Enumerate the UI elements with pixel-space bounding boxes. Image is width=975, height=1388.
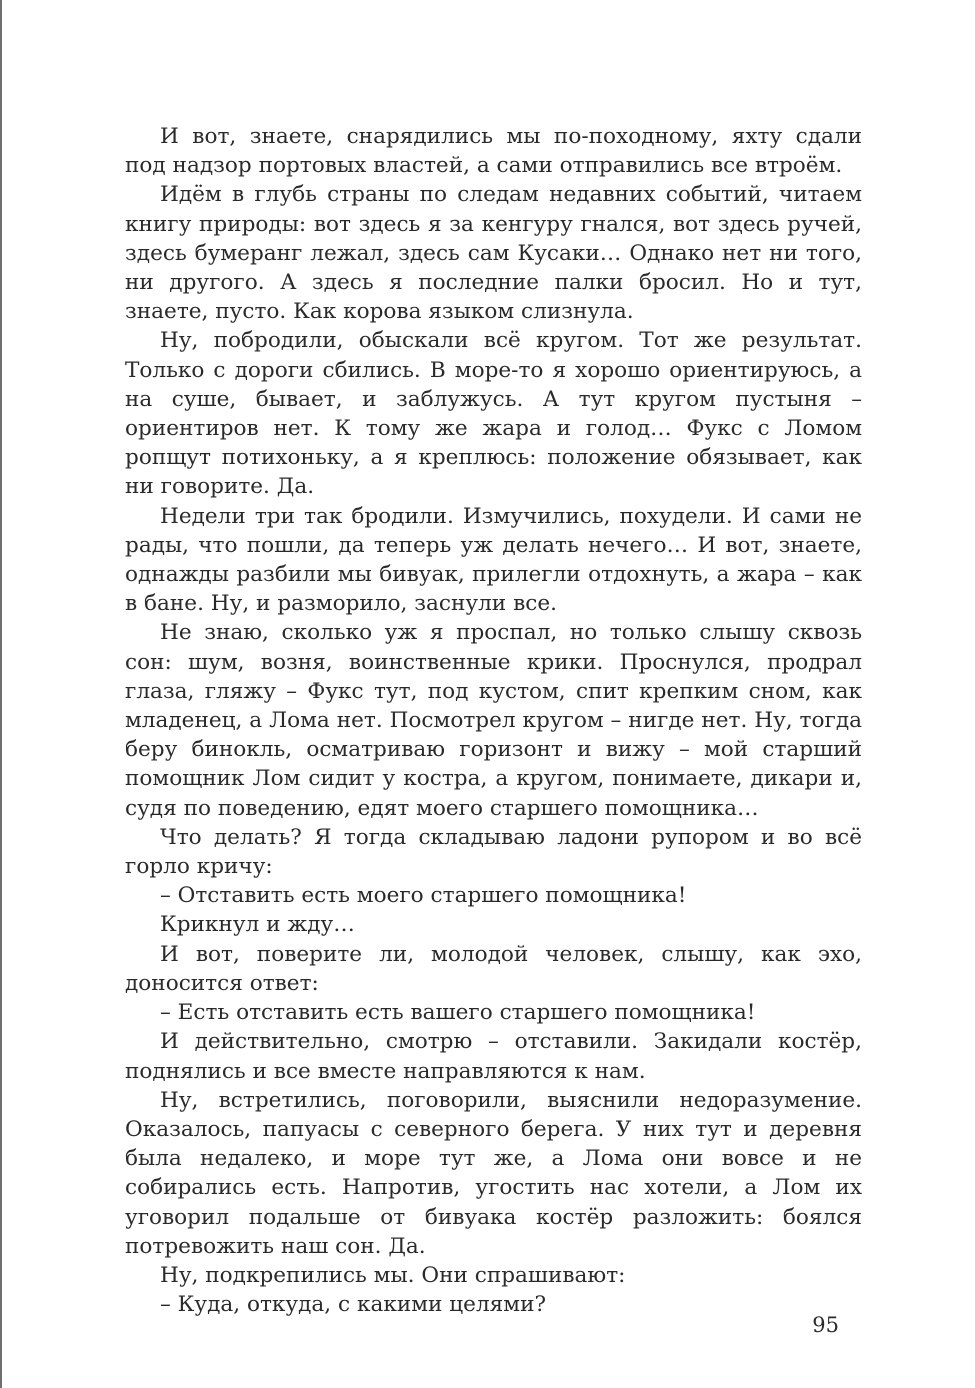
paragraph: Идём в глубь страны по следам недавних событий, читаем книгу природы: вот здесь я за кенгуру гнался, вот здесь ручей, здесь бумеранг лежал, здесь сам Кусаки… Однако нет ни того, ни другого. А здесь я последние палки бросил. Но и тут, знаете, пусто. Как корова языком слизнула. [125, 182, 862, 325]
paragraph: Ну, побродили, обыскали всё кругом. Тот же результат. Только с дороги сбились. В море-то я хорошо ориентируюсь, а на суше, бывает, и заблужусь. А тут кругом пустыня – ориентиров нет. К тому же жара и голод… Фукс с Ломом ропщут потихоньку, а я креплюсь: положение обязывает, как ни говорите. Да. [125, 328, 862, 500]
page-number: 95 [812, 1313, 839, 1337]
dialogue-line: – Есть отставить есть вашего старшего помощника! [160, 1000, 756, 1026]
paragraph: Ну, встретились, поговорили, выяснили недоразумение. Оказалось, папуасы с северного берега. У них тут и деревня была недалеко, и море тут же, а Лома они вовсе и не собирались есть. Напротив, угостить нас хотели, а Лом их уговорил подальше от бивуака костёр разложить: боялся потревожить наш сон. Да. [125, 1087, 862, 1259]
dialogue-line: – Отставить есть моего старшего помощника! [160, 883, 687, 909]
paragraph: И действительно, смотрю – отставили. Закидали костёр, поднялись и все вместе направляются к нам. [125, 1029, 862, 1084]
paragraph: Не знаю, сколько уж я проспал, но только слышу сквозь сон: шум, возня, воинственные крики. Проснулся, продрал глаза, гляжу – Фукс тут, под кустом, спит крепким сном, как младенец, а Лома нет. Посмотрел кругом – нигде нет. Ну, тогда беру бинокль, осматриваю горизонт и вижу – мой старший помощник Лом сидит у костра, а кругом, понимаете, дикари и, судя по поведению, едят моего старшего помощника… [125, 620, 862, 821]
paragraph: Крикнул и жду… [160, 912, 355, 938]
page-body-text [125, 122, 862, 1319]
paragraph: И вот, поверите ли, молодой человек, слышу, как эхо, доносится ответ: [125, 941, 862, 996]
paragraph: Недели три так бродили. Измучились, похудели. И сами не рады, что пошли, да теперь уж делать нечего… И вот, знаете, однажды разбили мы бивуак, прилегли отдохнуть, а жара – как в бане. Ну, и разморило, заснули все. [125, 503, 862, 617]
dialogue-line: – Куда, откуда, с какими целями? [160, 1292, 547, 1318]
paragraph: И вот, знаете, снарядились мы по-походному, яхту сдали под надзор портовых властей, а сами отправились все втроём. [125, 124, 862, 179]
paragraph: Что делать? Я тогда складываю ладони рупором и во всё горло кричу: [125, 824, 862, 880]
paragraph: Ну, подкрепились мы. Они спрашивают: [160, 1262, 626, 1288]
